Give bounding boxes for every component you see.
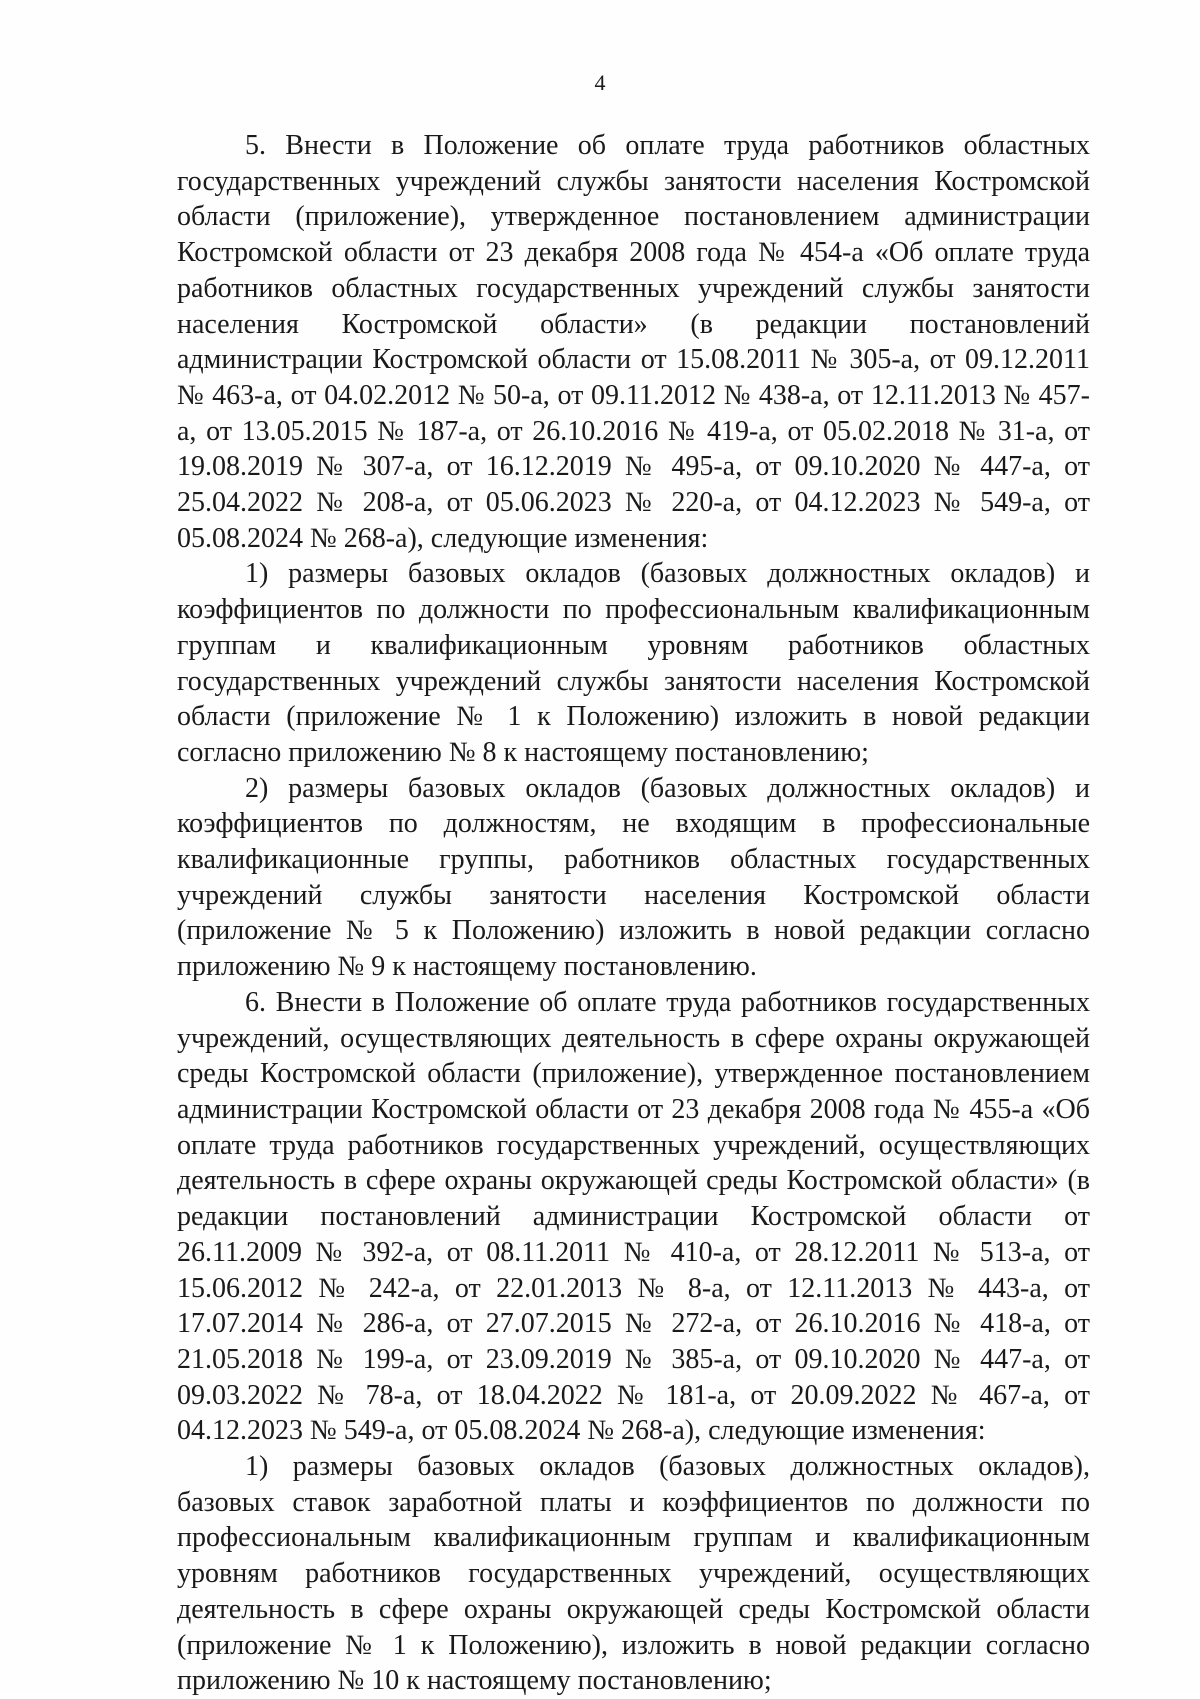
page-number: 4 xyxy=(594,70,606,95)
paragraph-subitem-5-1: 1) размеры базовых окладов (базовых должностных окладов) и коэффициентов по должности по профессиональным квалификационным группам и квалификационным уровням работников областных государственных учреждений службы занятости населения Костромской области (приложение № 1 к Положению) изложить в новой редакции согласно приложению № 8 к настоящему постановлению; xyxy=(177,558,1090,768)
paragraph-subitem-5-2: 2) размеры базовых окладов (базовых должностных окладов) и коэффициентов по должностям, не входящим в профессиональные квалификационные группы, работников областных государственных учреждений службы занятости населения Костромской области (приложение № 5 к Положению) изложить в новой редакции согласно приложению № 9 к настоящему постановлению. xyxy=(177,772,1090,983)
paragraph-subitem-6-1: 1) размеры базовых окладов (базовых должностных окладов), базовых ставок заработной платы и коэффициентов по должности по профессиональным квалификационным группам и квалификационным уровням работников государственных учреждений, осуществляющих деятельность в сфере охраны окружающей среды Костромской области (приложение № 1 к Положению), изложить в новой редакции согласно приложению № 10 к настоящему постановлению; xyxy=(177,1451,1090,1697)
document-body xyxy=(177,128,1090,1699)
paragraph-item-6: 6. Внести в Положение об оплате труда работников государственных учреждений, осуществляющих деятельность в сфере охраны окружающей среды Костромской области (приложение), утвержденное постановлением администрации Костромской области от 23 декабря 2008 года № 455-а «Об оплате труда работников государственных учреждений, осуществляющих деятельность в сфере охраны окружающей среды Костромской области» (в редакции постановлений администрации Костромской области от 26.11.2009 № 392-а, от 08.11.2011 № 410-а, от 28.12.2011 № 513-а, от 15.06.2012 № 242-а, от 22.01.2013 № 8-а, от 12.11.2013 № 443-а, от 17.07.2014 № 286-а, от 27.07.2015 № 272-а, от 26.10.2016 № 418-а, от 21.05.2018 № 199-а, от 23.09.2019 № 385-а, от 09.10.2020 № 447-а, от 09.03.2022 № 78-а, от 18.04.2022 № 181-а, от 20.09.2022 № 467-а, от 04.12.2023 № 549-а, от 05.08.2024 № 268-а), следующие изменения: xyxy=(177,986,1090,1447)
paragraph-item-5: 5. Внести в Положение об оплате труда работников областных государственных учреждений службы занятости населения Костромской области (приложение), утвержденное постановлением администрации Костромской области от 23 декабря 2008 года № 454-а «Об оплате труда работников областных государственных учреждений службы занятости населения Костромской области» (в редакции постановлений администрации Костромской области от 15.08.2011 № 305-а, от 09.12.2011 № 463-а, от 04.02.2012 № 50-а, от 09.11.2012 № 438-а, от 12.11.2013 № 457-а, от 13.05.2015 № 187-а, от 26.10.2016 № 419-а, от 05.02.2018 № 31-а, от 19.08.2019 № 307-а, от 16.12.2019 № 495-а, от 09.10.2020 № 447-а, от 25.04.2022 № 208-а, от 05.06.2023 № 220-а, от 04.12.2023 № 549-а, от 05.08.2024 № 268-а), следующие изменения: xyxy=(177,130,1090,554)
